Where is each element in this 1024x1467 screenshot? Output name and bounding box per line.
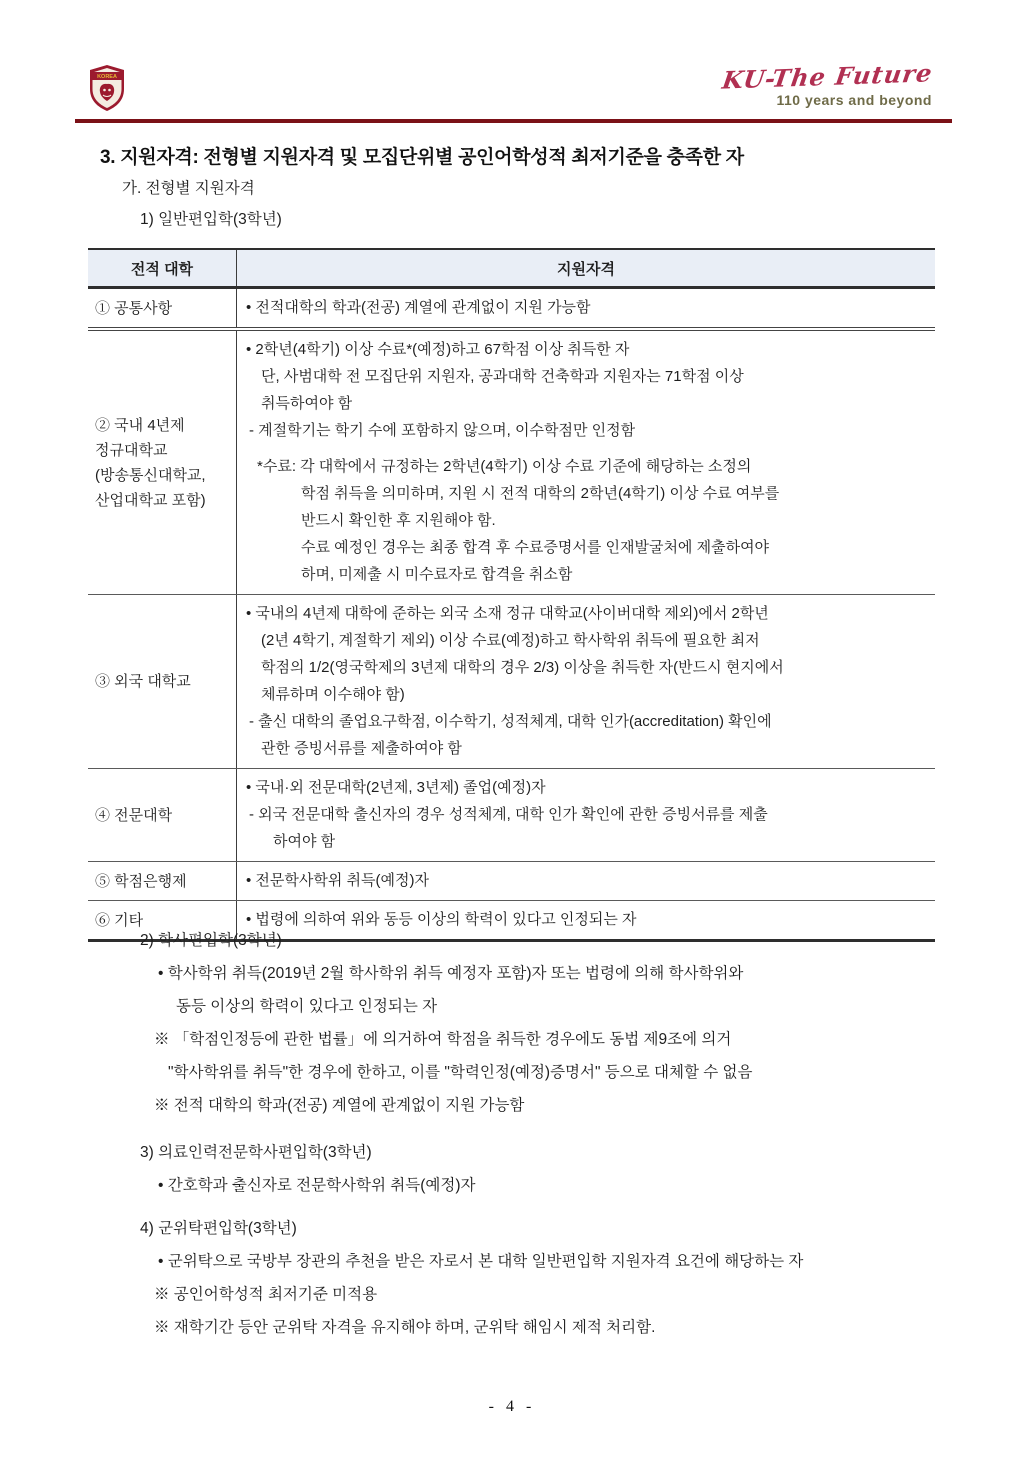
cell-line: • 전적대학의 학과(전공) 계열에 관계없이 지원 가능함 — [246, 299, 591, 316]
cell-line: • 법령에 의하여 위와 동등 이상의 학력이 있다고 인정되는 자 — [246, 911, 637, 928]
section-military-transfer — [140, 1212, 803, 1344]
row-content — [237, 769, 935, 861]
section-heading: 2) 학사편입학(3학년) — [140, 932, 282, 949]
column-header-eligibility: 지원자격 — [557, 260, 615, 278]
row-content — [237, 595, 935, 768]
cell-line: 하여야 함 — [273, 833, 336, 850]
cell-line: 체류하며 이수해야 함) — [261, 686, 405, 703]
cell-footnote-line: 수료 예정인 경우는 최종 합격 후 수료증명서를 인재발굴처에 제출하여야 — [301, 539, 770, 556]
section-line: • 군위탁으로 국방부 장관의 추천을 받은 자로서 본 대학 일반편입학 지원자격 요건에 해당하는 자 — [158, 1253, 804, 1270]
cell-footnote-line: 하며, 미제출 시 미수료자로 합격을 취소함 — [301, 566, 573, 583]
row-content — [237, 331, 935, 594]
table-row — [88, 862, 935, 901]
row-label: ⑥ 기타 — [88, 901, 237, 939]
cell-line: • 국내의 4년제 대학에 준하는 외국 소재 정규 대학교(사이버대학 제외)에서 2학년 — [246, 605, 769, 622]
section-line: "학사학위를 취득"한 경우에 한하고, 이를 "학력인정(예정)증명서" 등으로 대체할 수 없음 — [168, 1064, 753, 1081]
subsection-heading: 가. 전형별 지원자격 — [122, 180, 255, 197]
cell-line: 취득하여야 함 — [261, 395, 353, 412]
row-content — [237, 862, 935, 900]
section-line: ※ 「학점인정등에 관한 법률」에 의거하여 학점을 취득한 경우에도 동법 제9조에 의거 — [154, 1031, 732, 1048]
table-header-row — [88, 250, 935, 289]
page-number: - 4 - — [488, 1398, 536, 1415]
cell-line: 학점의 1/2(영국학제의 3년제 대학의 경우 2/3) 이상을 취득한 자(반드시 현지에서 — [261, 659, 784, 676]
table-row — [88, 769, 935, 862]
row-label: ⑤ 학점은행제 — [88, 862, 237, 900]
table-row — [88, 595, 935, 769]
row-label: ③ 외국 대학교 — [88, 595, 237, 768]
header-divider-rule — [75, 119, 952, 123]
row-label: ④ 전문대학 — [88, 769, 237, 861]
eligibility-table — [88, 248, 935, 942]
shield-banner-text: KOREA — [97, 74, 117, 80]
cell-line: • 2학년(4학기) 이상 수료*(예정)하고 67학점 이상 취득한 자 — [246, 341, 630, 358]
column-header-previous-university: 전적 대학 — [88, 250, 237, 286]
slogan-subtext: 110 years and beyond — [776, 92, 932, 108]
section-line: ※ 재학기간 등안 군위탁 자격을 유지해야 하며, 군위탁 해임시 제적 처리함. — [154, 1319, 656, 1336]
section-heading: 3) 의료인력전문학사편입학(3학년) — [140, 1144, 372, 1161]
cell-line: • 전문학사학위 취득(예정)자 — [246, 872, 429, 889]
cell-line: 관한 증빙서류를 제출하여야 함 — [261, 740, 462, 757]
section-line: • 학사학위 취득(2019년 2월 학사학위 취득 예정자 포함)자 또는 법령에 의해 학사학위와 — [158, 965, 744, 982]
section-heading: 4) 군위탁편입학(3학년) — [140, 1220, 297, 1237]
cell-footnote-line: 반드시 확인한 후 지원해야 함. — [301, 512, 496, 529]
section-medical-transfer — [140, 1136, 475, 1202]
row-content — [237, 289, 935, 327]
cell-footnote-line: *수료: 각 대학에서 규정하는 2학년(4학기) 이상 수료 기준에 해당하는 소정의 — [257, 458, 752, 475]
section-line: ※ 전적 대학의 학과(전공) 계열에 관계없이 지원 가능함 — [154, 1097, 525, 1114]
cell-footnote-line: 학점 취득을 의미하며, 지원 시 전적 대학의 2학년(4학기) 이상 수료 여부를 — [301, 485, 780, 502]
section-line: ※ 공인어학성적 최저기준 미적용 — [154, 1286, 378, 1303]
cell-line: - 외국 전문대학 출신자의 경우 성적체계, 대학 인가 확인에 관한 증빙서류를 제출 — [249, 806, 768, 823]
row-label: ① 공통사항 — [88, 289, 237, 327]
section-bachelor-transfer — [140, 924, 752, 1122]
section-line: 동등 이상의 학력이 있다고 인정되는 자 — [176, 998, 438, 1015]
cell-line: - 계절학기는 학기 수에 포함하지 않으며, 이수학점만 인정함 — [249, 422, 636, 439]
item1-heading: 1) 일반편입학(3학년) — [140, 211, 282, 228]
section-title: 3. 지원자격: 전형별 지원자격 및 모집단위별 공인어학성적 최저기준을 충족한 자 — [100, 147, 744, 168]
university-shield-icon — [88, 64, 126, 112]
cell-line: • 국내·외 전문대학(2년제, 3년제) 졸업(예정)자 — [246, 779, 546, 796]
cell-line: 단, 사범대학 전 모집단위 지원자, 공과대학 건축학과 지원자는 71학점 이상 — [261, 368, 744, 385]
table-row — [88, 289, 935, 331]
cell-line: (2년 4학기, 계절학기 제외) 이상 수료(예정)하고 학사학위 취득에 필요한 최저 — [261, 632, 760, 649]
section-line: • 간호학과 출신자로 전문학사학위 취득(예정)자 — [158, 1177, 476, 1194]
table-row — [88, 331, 935, 595]
cell-line: - 출신 대학의 졸업요구학점, 이수학기, 성적체계, 대학 인가(accreditation) 확인에 — [249, 713, 772, 730]
row-label: ② 국내 4년제 정규대학교 (방송통신대학교, 산업대학교 포함) — [88, 331, 237, 594]
ku-future-script-logo: KU-The Future — [720, 58, 935, 95]
